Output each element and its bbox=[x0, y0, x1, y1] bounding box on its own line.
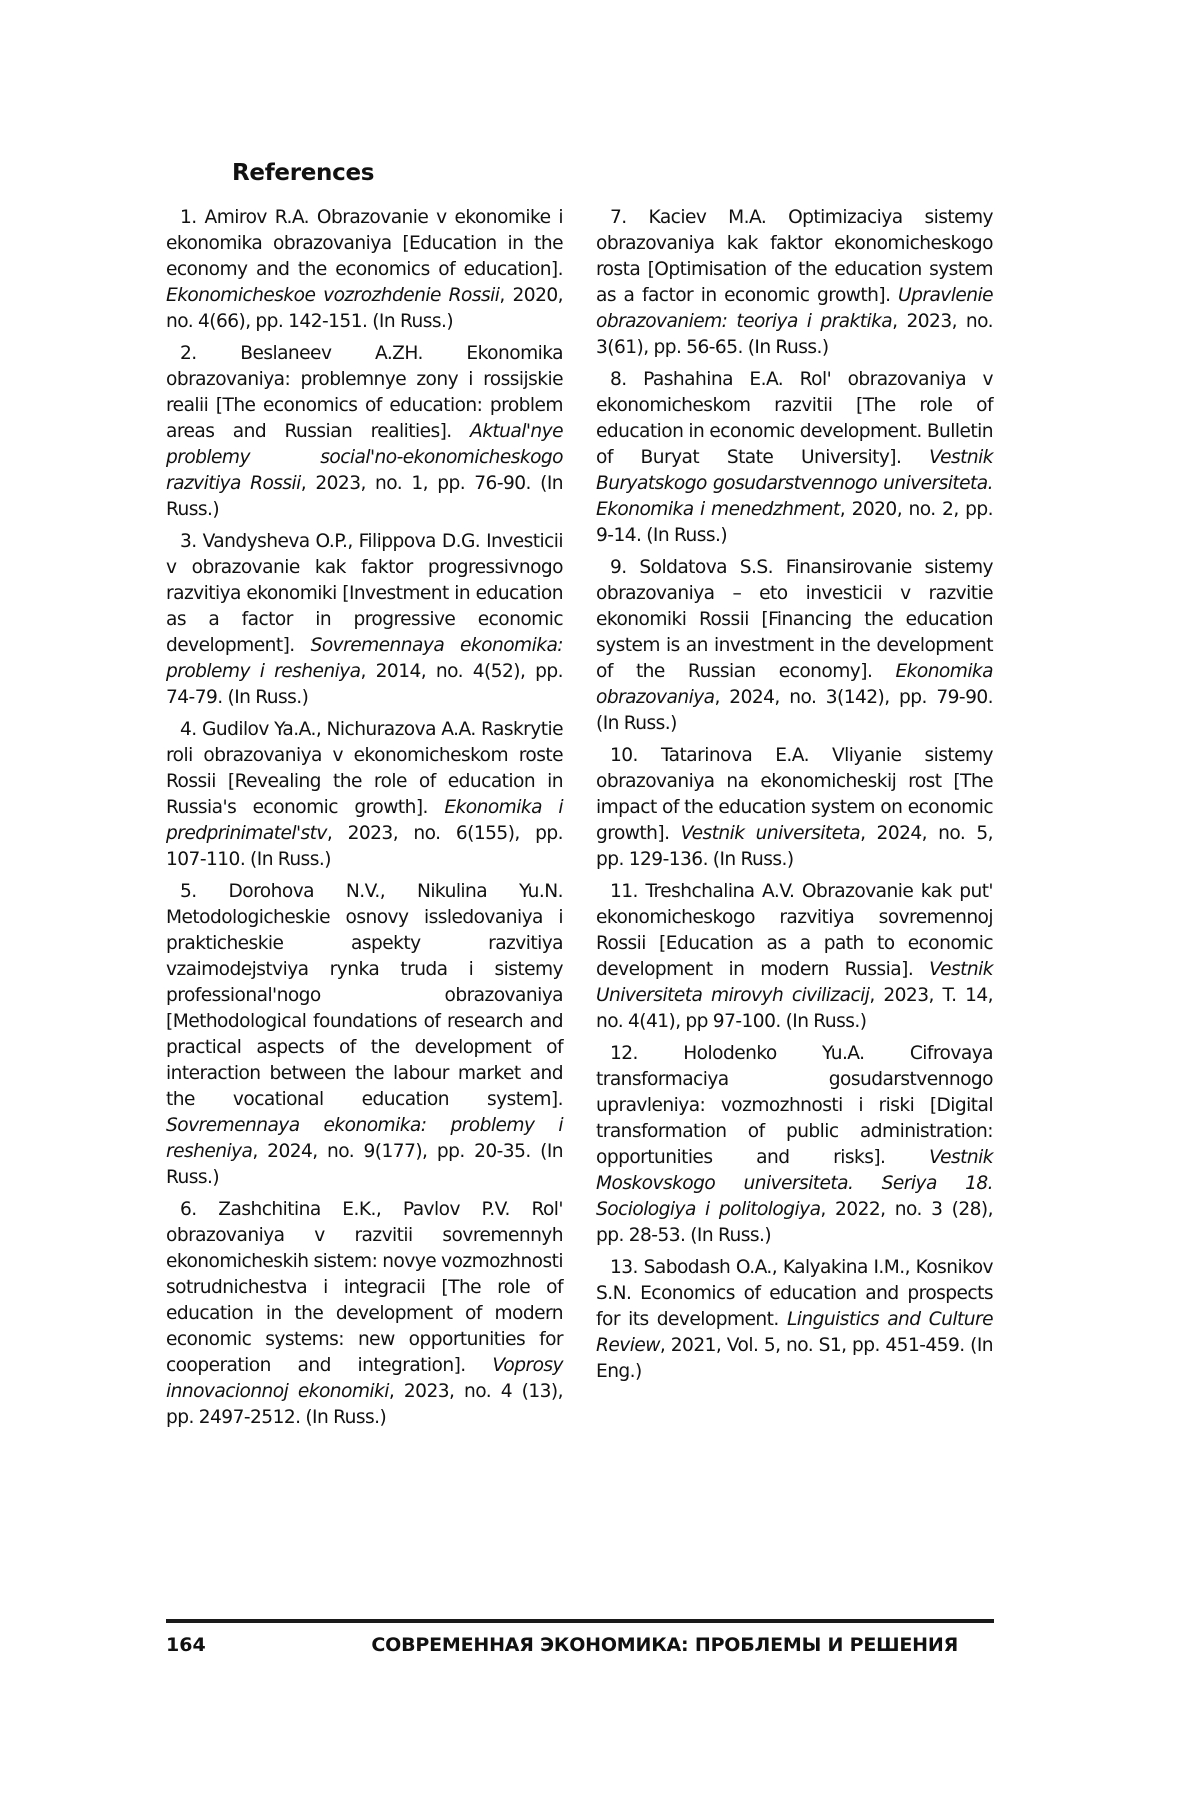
references-heading: References bbox=[232, 160, 375, 186]
reference-details: , 2023, no. 3(61), pp. 56-65. (In Russ.) bbox=[596, 311, 994, 358]
reference-5 bbox=[166, 879, 563, 1191]
reference-number: 9. bbox=[610, 557, 627, 578]
reference-text: Dorohova N.V., Nikulina Yu.N. Metodologicheskie osnovy issledovaniya i prakticheskie aspekty razvitiya vzaimodejstviya rynka truda i sistemy professional'nogo obrazovaniya [Methodological foundations of research and practical aspects of the development of interaction between the labour market and the vocational education system]. bbox=[166, 881, 563, 1110]
reference-text: Holodenko Yu.A. Cifrovaya transformaciya gosudarstvennogo upravleniya: vozmozhnosti i riski [Digital transformation of public administration: opportunities and risks]. bbox=[596, 1043, 993, 1168]
reference-details: , 2024, no. 3(142), pp. 79-90. (In Russ.) bbox=[596, 687, 993, 734]
reference-details: , 2024, no. 9(177), pp. 20-35. (In Russ.) bbox=[166, 1141, 563, 1188]
references-column-right bbox=[596, 205, 993, 1391]
reference-number: 13. bbox=[610, 1257, 638, 1278]
reference-journal: Sovremennaya ekonomika: problemy i resheniya bbox=[166, 1115, 563, 1162]
journal-title: СОВРЕМЕННАЯ ЭКОНОМИКА: ПРОБЛЕМЫ И РЕШЕНИЯ bbox=[371, 1634, 958, 1656]
reference-text: Beslaneev A.ZH. Ekonomika obrazovaniya: problemnye zony i rossijskie realii [The economics of education: problem areas and Russian realities]. bbox=[166, 343, 563, 442]
reference-journal: Vestnik Moskovskogo universiteta. Seriya 18. Sociologiya i politologiya bbox=[596, 1147, 993, 1220]
reference-number: 1. bbox=[180, 207, 197, 228]
reference-details: , 2023, no. 6(155), pp. 107-110. (In Russ.) bbox=[166, 823, 563, 870]
reference-number: 2. bbox=[180, 343, 197, 364]
reference-journal: Ekonomicheskoe vozrozhdenie Rossii bbox=[166, 285, 500, 306]
reference-journal: Aktual'nye problemy social'no-ekonomicheskogo razvitiya Rossii bbox=[166, 421, 563, 494]
reference-number: 12. bbox=[610, 1043, 638, 1064]
reference-text: Treshchalina A.V. Obrazovanie kak put' ekonomicheskogo razvitiya sovremennoj Rossii [Education as a path to economic development in modern Russia]. bbox=[596, 881, 993, 980]
reference-number: 3. bbox=[180, 531, 197, 552]
reference-number: 10. bbox=[610, 745, 638, 766]
reference-text: Vandysheva O.P., Filippova D.G. Investicii v obrazovanie kak faktor progressivnogo razvitiya ekonomiki [Investment in education as a factor in progressive economic development]. bbox=[166, 531, 563, 656]
page-footer bbox=[166, 1634, 994, 1664]
reference-2 bbox=[166, 341, 563, 523]
reference-details: , 2020, no. 4(66), pp. 142-151. (In Russ.) bbox=[166, 285, 564, 332]
reference-1 bbox=[166, 205, 563, 335]
reference-text: Pashahina E.A. Rol' obrazovaniya v ekonomicheskom razvitii [The role of education in economic development. Bulletin of Buryat State University]. bbox=[596, 369, 993, 468]
reference-journal: Ekonomika i predprinimatel'stv bbox=[166, 797, 563, 844]
reference-4 bbox=[166, 717, 563, 873]
reference-journal: Ekonomika obrazovaniya bbox=[596, 661, 993, 708]
reference-journal: Vestnik Buryatskogo gosudarstvennogo universiteta. Ekonomika i menedzhment bbox=[596, 447, 993, 520]
reference-8 bbox=[596, 367, 993, 549]
reference-details: , 2022, no. 3 (28), pp. 28-53. (In Russ.) bbox=[596, 1199, 993, 1246]
reference-12 bbox=[596, 1041, 993, 1249]
reference-journal: Vestnik universiteta bbox=[680, 823, 861, 844]
reference-number: 7. bbox=[610, 207, 627, 228]
reference-text: Zashchitina E.K., Pavlov P.V. Rol' obrazovaniya v razvitii sovremennyh ekonomicheskih sistem: novye vozmozhnosti sotrudnichestva i integracii [The role of education in the development of modern economic systems: new opportunities for cooperation and integration]. bbox=[166, 1199, 563, 1376]
page-number: 164 bbox=[166, 1634, 206, 1656]
reference-6 bbox=[166, 1197, 563, 1431]
reference-journal: Sovremennaya ekonomika: problemy i resheniya bbox=[166, 635, 563, 682]
reference-details: , 2023, no. 1, pp. 76-90. (In Russ.) bbox=[166, 473, 564, 520]
reference-text: Kaciev M.A. Optimizaciya sistemy obrazovaniya kak faktor ekonomicheskogo rosta [Optimisation of the education system as a factor in economic growth]. bbox=[596, 207, 993, 306]
reference-journal: Vestnik Universiteta mirovyh civilizacij bbox=[596, 959, 993, 1006]
reference-text: Sabodash O.A., Kalyakina I.M., Kosnikov S.N. Economics of education and prospects for its development. bbox=[596, 1257, 993, 1330]
footer-rule bbox=[166, 1619, 994, 1623]
reference-10 bbox=[596, 743, 993, 873]
reference-journal: Upravlenie obrazovaniem: teoriya i praktika bbox=[596, 285, 993, 332]
reference-details: , 2024, no. 5, pp. 129-136. (In Russ.) bbox=[596, 823, 993, 870]
reference-details: , 2023, no. 4 (13), pp. 2497-2512. (In Russ.) bbox=[166, 1381, 563, 1428]
reference-journal: Voprosy innovacionnoj ekonomiki bbox=[166, 1355, 563, 1402]
reference-number: 4. bbox=[180, 719, 197, 740]
reference-text: Tatarinova E.A. Vliyanie sistemy obrazovaniya na ekonomicheskij rost [The impact of the education system on economic growth]. bbox=[596, 745, 993, 844]
reference-9 bbox=[596, 555, 993, 737]
references-column-left bbox=[166, 205, 563, 1437]
reference-details: , 2023, T. 14, no. 4(41), pp 97-100. (In Russ.) bbox=[596, 985, 993, 1032]
reference-number: 6. bbox=[180, 1199, 197, 1220]
reference-details: , 2021, Vol. 5, no. S1, pp. 451-459. (In Eng.) bbox=[596, 1335, 993, 1382]
reference-journal: Linguistics and Culture Review bbox=[596, 1309, 993, 1356]
reference-7 bbox=[596, 205, 993, 361]
reference-number: 11. bbox=[610, 881, 638, 902]
reference-11 bbox=[596, 879, 993, 1035]
reference-text: Amirov R.A. Obrazovanie v ekonomike i ekonomika obrazovaniya [Education in the economy and the economics of education]. bbox=[166, 207, 563, 280]
reference-text: Gudilov Ya.A., Nichurazova A.A. Raskrytie roli obrazovaniya v ekonomicheskom roste Rossii [Revealing the role of education in Russia's economic growth]. bbox=[166, 719, 563, 818]
reference-details: , 2014, no. 4(52), pp. 74-79. (In Russ.) bbox=[166, 661, 563, 708]
reference-number: 8. bbox=[610, 369, 627, 390]
reference-details: , 2020, no. 2, pp. 9-14. (In Russ.) bbox=[596, 499, 993, 546]
reference-13 bbox=[596, 1255, 993, 1385]
reference-number: 5. bbox=[180, 881, 197, 902]
reference-3 bbox=[166, 529, 563, 711]
reference-text: Soldatova S.S. Finansirovanie sistemy obrazovaniya – eto investicii v razvitie ekonomiki Rossii [Financing the education system is an investment in the development of the Russian economy]. bbox=[596, 557, 993, 682]
